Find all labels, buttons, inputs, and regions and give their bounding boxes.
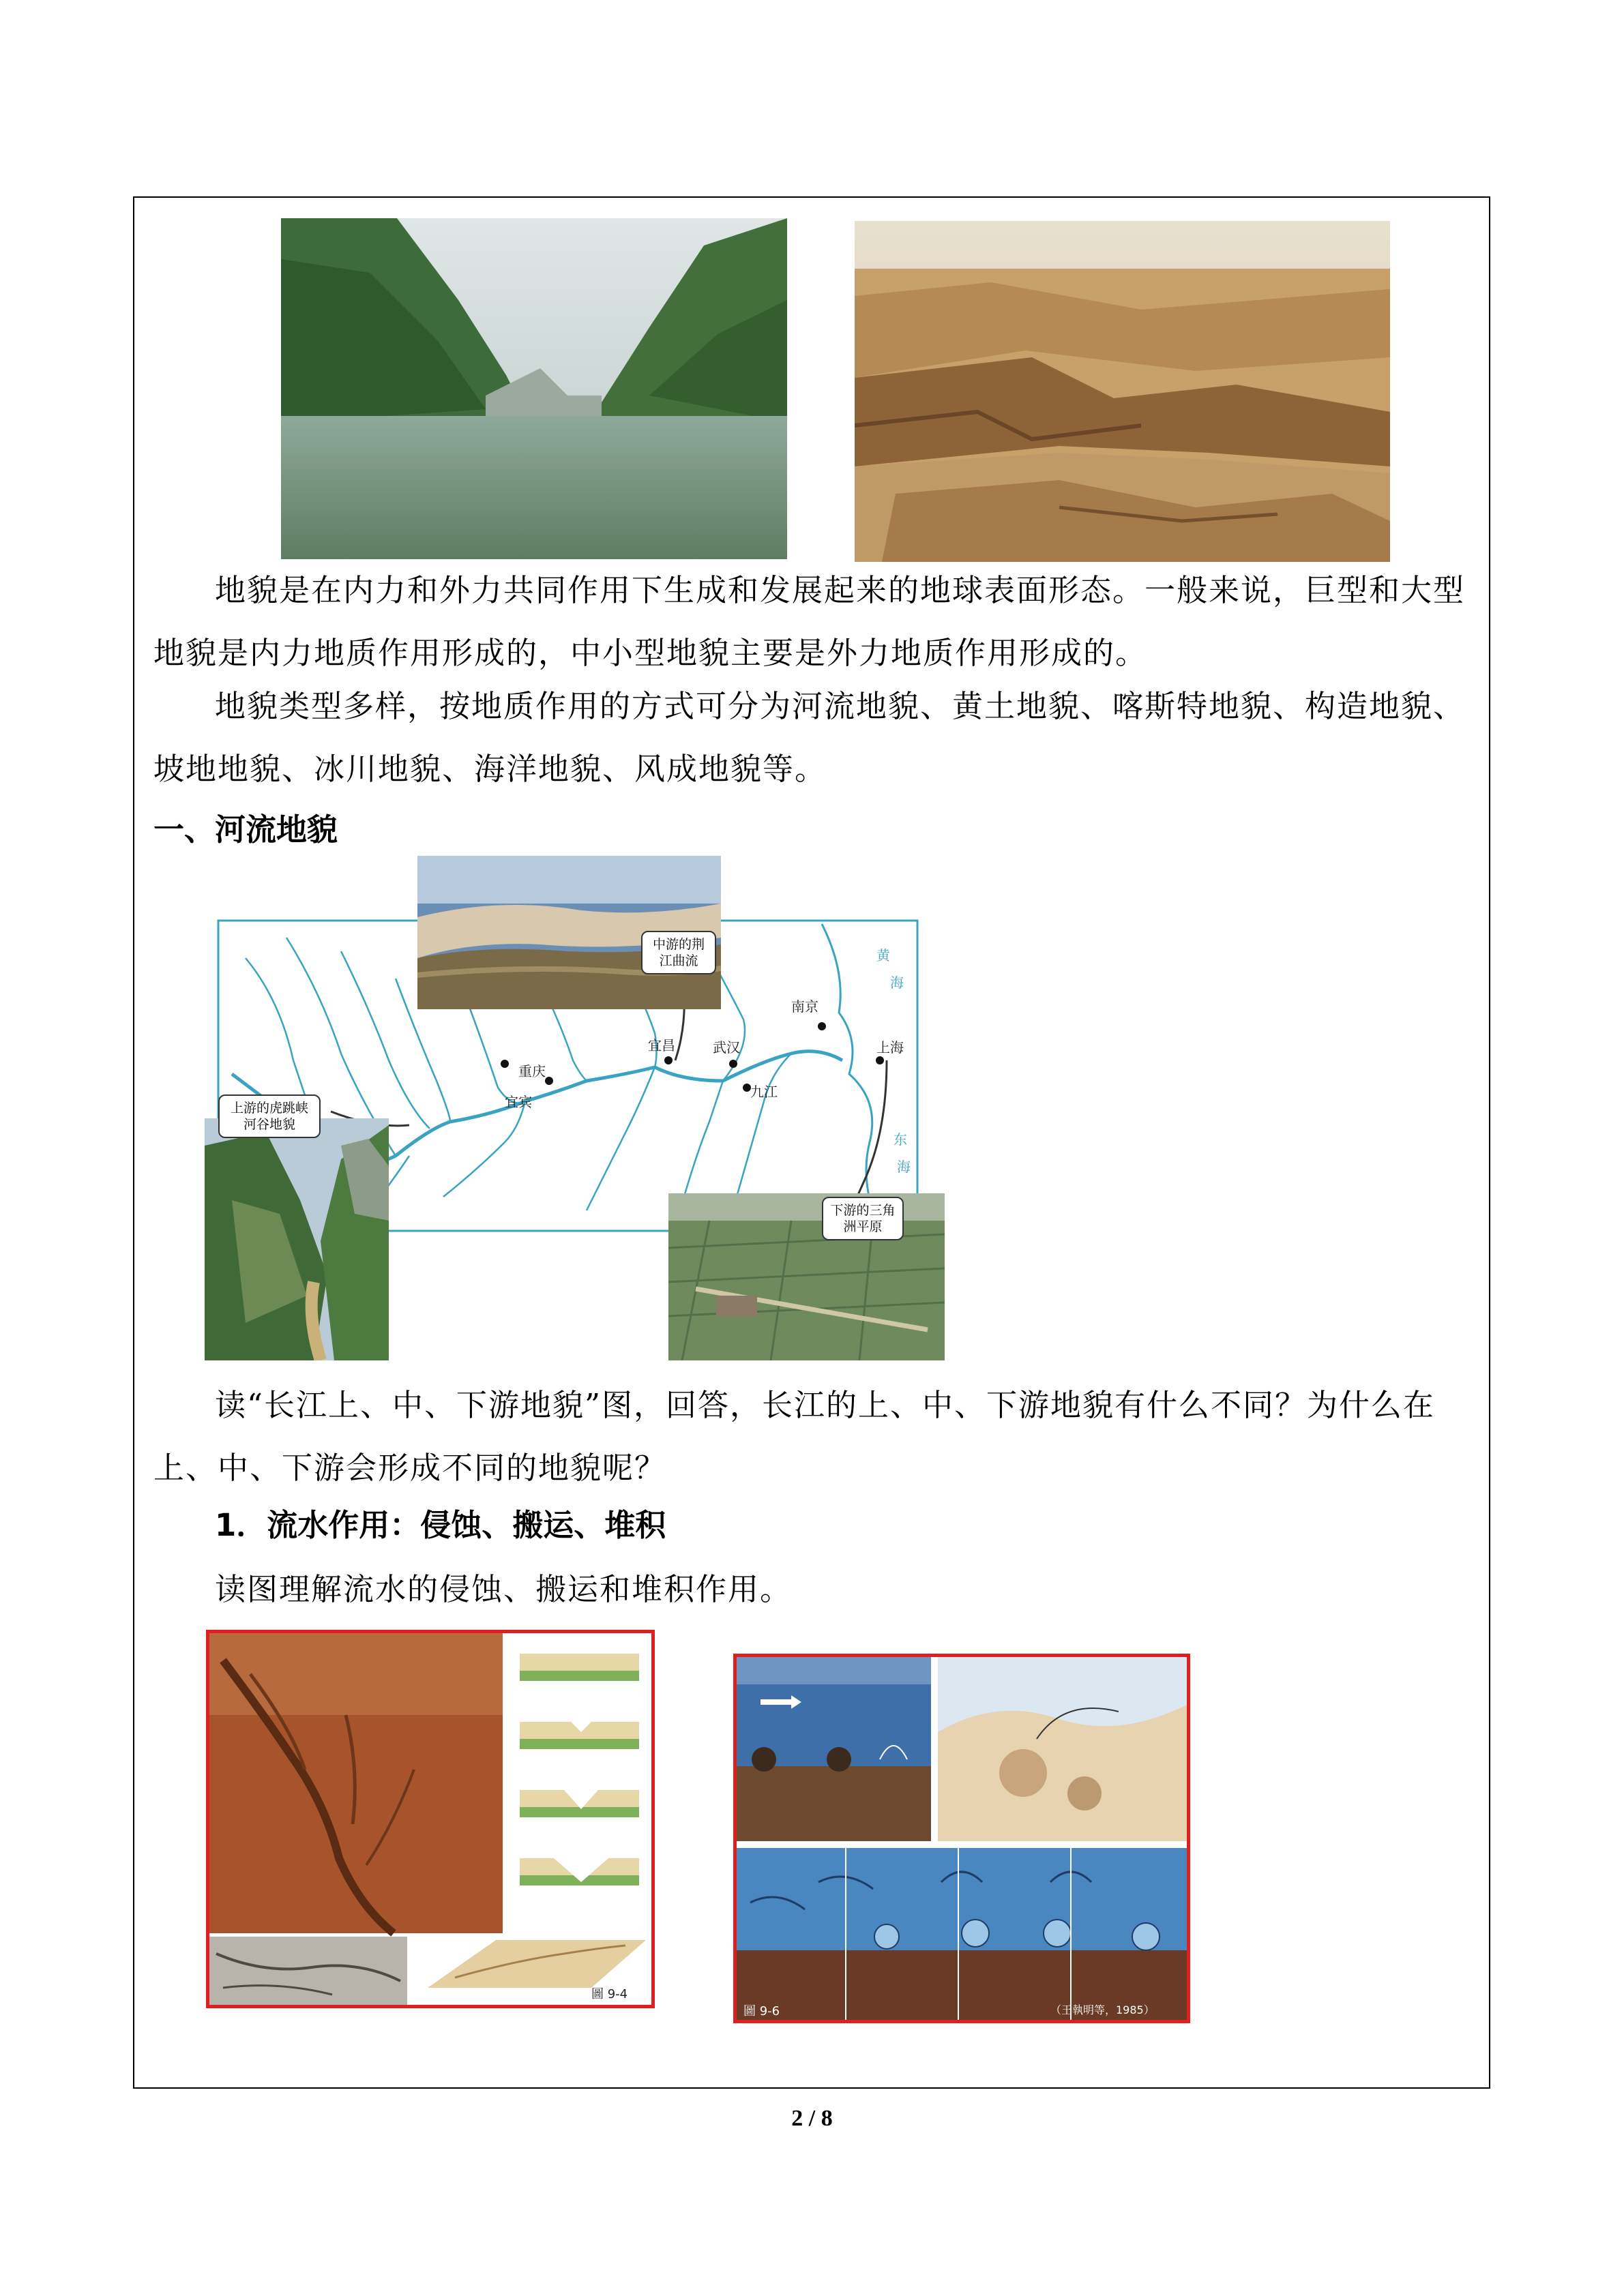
yangtze-landform-map [205,856,941,1360]
sea-label-hai-1: 海 [890,974,904,991]
callout-upper-reach: 上游的虎跳峡河谷地貌 [218,1094,321,1138]
instruction-text: 读图理解流水的侵蚀、搬运和堆积作用。 [215,1571,793,1607]
city-label-shanghai: 上海 [876,1039,904,1056]
city-label-yichang: 宜昌 [648,1037,675,1054]
map-question-paragraph: 读“长江上、中、下游地貌”图，回答，长江的上、中、下游地貌有什么不同？为什么在上、中、下游会形成不同的地貌呢？ [153,1387,1436,1486]
sea-label-dong: 东 [894,1131,907,1148]
callout-middle-reach: 中游的荆江曲流 [641,931,716,974]
city-label-chongqing: 重庆 [518,1063,546,1079]
gorge-river-photo [281,218,787,559]
intro-paragraph-1: 地貌是在内力和外力共同作用下生成和发展起来的地球表面形态。一般来说，巨型和大型地貌是内力地质作用形成的，中小型地貌主要是外力地质作用形成的。 [153,572,1466,671]
city-label-jiujiang: 九江 [750,1084,778,1100]
city-label-yibin: 宜宾 [505,1094,532,1110]
section-heading-river-landforms: 一、河流地貌 [153,811,338,848]
figure-right-credit: （王執明等，1985） [1050,2003,1155,2016]
figure-left-label: 圖 9-4 [591,1987,628,2001]
page-number: 2 / 8 [791,2106,833,2131]
subheading-water-action: 1．流水作用：侵蚀、搬运、堆积 [215,1507,666,1543]
figure-right-label: 圖 9-6 [743,2004,780,2018]
inset-photo-upper-reach [205,1118,389,1360]
sea-label-huang: 黄 [876,947,890,964]
city-label-nanjing: 南京 [791,998,818,1015]
city-label-wuhan: 武汉 [713,1039,740,1056]
transport-figure-right [733,1654,1190,2023]
erosion-figure-left [206,1630,655,2008]
intro-paragraph-2: 地貌类型多样，按地质作用的方式可分为河流地貌、黄土地貌、喀斯特地貌、构造地貌、坡地地貌、冰川地貌、海洋地貌、风成地貌等。 [153,688,1466,787]
callout-lower-reach: 下游的三角洲平原 [822,1197,904,1240]
sea-label-hai-2: 海 [897,1159,911,1175]
loess-canyon-photo [855,221,1390,562]
